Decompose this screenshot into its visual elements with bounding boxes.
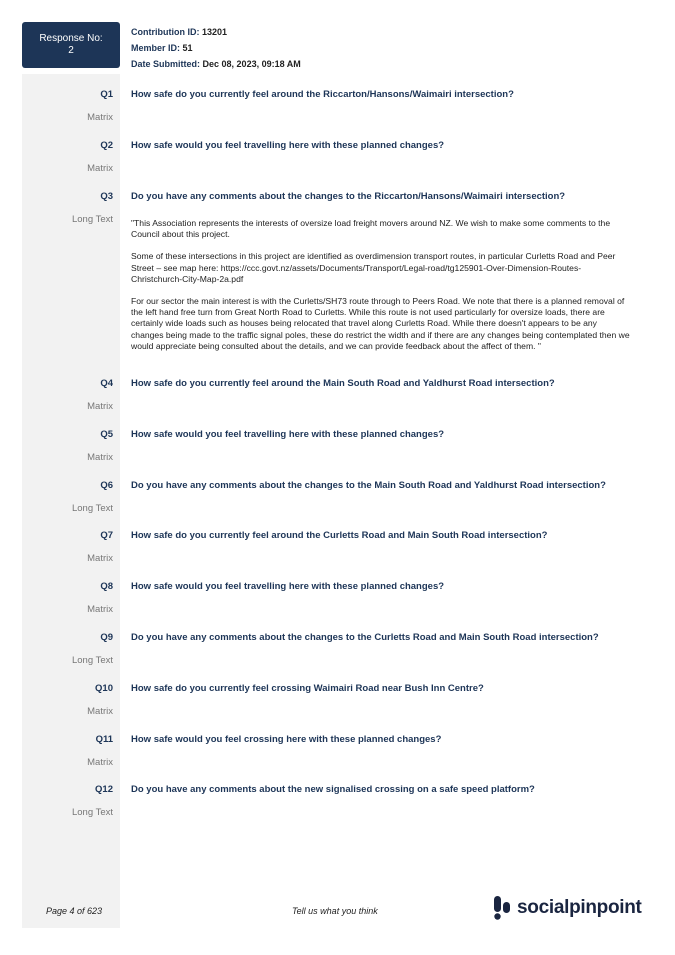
question-type: Matrix bbox=[87, 604, 113, 615]
question-text: Do you have any comments about the changes to the Riccarton/Hansons/Waimairi intersection? bbox=[131, 191, 566, 202]
question-type: Matrix bbox=[87, 452, 113, 463]
question-number: Q3 bbox=[100, 191, 113, 202]
question-number: Q7 bbox=[100, 530, 113, 541]
page-number: Page 4 of 623 bbox=[46, 906, 103, 916]
contribution-label: Contribution ID: bbox=[131, 27, 200, 37]
question-type: Matrix bbox=[87, 112, 113, 123]
question-text: How safe would you feel travelling here with these planned changes? bbox=[131, 429, 445, 440]
member-label: Member ID: bbox=[131, 43, 181, 53]
question-text: How safe do you currently feel around the Main South Road and Yaldhurst Road intersection? bbox=[131, 378, 555, 389]
footer-tagline: Tell us what you think bbox=[292, 906, 378, 916]
question-text: How safe do you currently feel around the Riccarton/Hansons/Waimairi intersection? bbox=[131, 89, 514, 100]
question-text: Do you have any comments about the changes to the Curletts Road and Main South Road intersection? bbox=[131, 632, 599, 643]
question-number: Q12 bbox=[95, 784, 113, 795]
question-number: Q11 bbox=[95, 734, 113, 745]
response-badge bbox=[22, 22, 120, 68]
question-text: Do you have any comments about the changes to the Main South Road and Yaldhurst Road intersection? bbox=[131, 480, 606, 491]
contribution-id: 13201 bbox=[202, 27, 228, 37]
q3-answer bbox=[131, 218, 631, 363]
answer-paragraph: "This Association represents the interests of oversize load freight movers around NZ. We wish to make some comments to the Council about this project. bbox=[131, 218, 611, 240]
date-label: Date Submitted: bbox=[131, 59, 201, 69]
response-label: Response No: bbox=[39, 33, 103, 44]
question-number: Q8 bbox=[100, 581, 113, 592]
question-number: Q5 bbox=[100, 429, 113, 440]
question-type: Matrix bbox=[87, 757, 113, 768]
question-number: Q9 bbox=[100, 632, 113, 643]
question-number: Q10 bbox=[95, 683, 113, 694]
question-text: Do you have any comments about the new signalised crossing on a safe speed platform? bbox=[131, 784, 535, 795]
answer-paragraph: For our sector the main interest is with the Curletts/SH73 route through to Peers Road. We note that there is a planned removal of the left hand free turn from Great North Road to Curletts. While this route is not used particularly for oversize loads, there are certainly wide loads such as houses being relocated that travel along Curletts Road. While there doesn't appears to be any changes being made to the traffic signal poles, these do restrict the width and if there are any changes being contemplated then we would appreciate being consulted about the details, and we can provide feedback about the affect of them. " bbox=[131, 296, 630, 351]
question-number: Q4 bbox=[100, 378, 113, 389]
question-type: Long Text bbox=[71, 807, 113, 818]
question-type: Long Text bbox=[71, 655, 113, 666]
question-number: Q6 bbox=[100, 480, 113, 491]
question-type: Long Text bbox=[71, 214, 113, 225]
brand-name: socialpinpoint bbox=[517, 897, 642, 918]
date-submitted: Dec 08, 2023, 09:18 AM bbox=[202, 59, 301, 69]
question-type: Matrix bbox=[87, 163, 113, 174]
left-column-background bbox=[22, 74, 120, 928]
question-text: How safe would you feel travelling here with these planned changes? bbox=[131, 581, 445, 592]
question-number: Q1 bbox=[100, 89, 113, 100]
question-text: How safe do you currently feel around the Curletts Road and Main South Road intersection? bbox=[131, 530, 548, 541]
question-number: Q2 bbox=[100, 140, 113, 151]
socialpinpoint-logo bbox=[493, 895, 642, 921]
question-text: How safe would you feel travelling here with these planned changes? bbox=[131, 140, 445, 151]
response-number: 2 bbox=[68, 45, 74, 56]
member-id: 51 bbox=[182, 43, 193, 53]
submission-meta bbox=[131, 24, 301, 72]
question-type: Matrix bbox=[87, 401, 113, 412]
question-type: Long Text bbox=[71, 503, 113, 514]
answer-paragraph: Some of these intersections in this project are identified as overdimension transport routes, in particular Curletts Road and Peer Street – see map here: https://ccc.govt.nz/assets/Documents/Transport/Legal-road/tg125901-Over-Dimension-Routes-Christchurch-City-Map-2a.pdf bbox=[131, 251, 616, 284]
question-type: Matrix bbox=[87, 706, 113, 717]
pinpoint-logo-icon bbox=[493, 896, 511, 920]
question-type: Matrix bbox=[87, 553, 113, 564]
question-text: How safe would you feel crossing here with these planned changes? bbox=[131, 734, 442, 745]
question-text: How safe do you currently feel crossing Waimairi Road near Bush Inn Centre? bbox=[131, 683, 484, 694]
